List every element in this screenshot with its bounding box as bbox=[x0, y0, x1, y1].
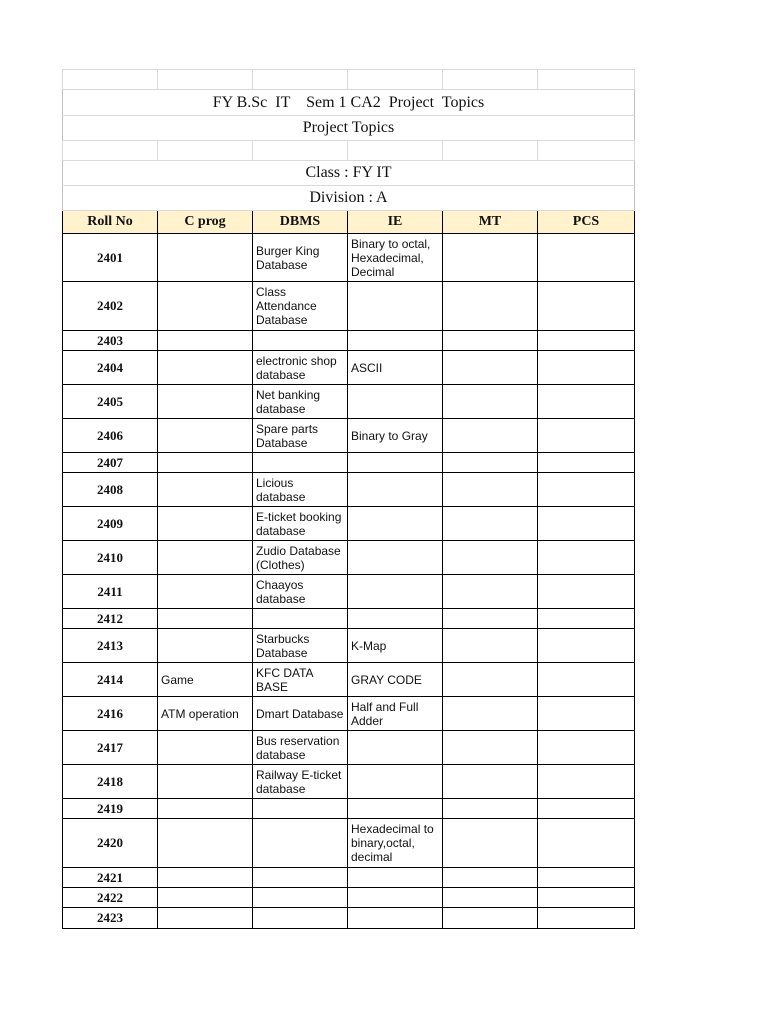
ie-cell bbox=[348, 385, 443, 419]
c-prog-cell bbox=[158, 541, 253, 575]
mt-cell bbox=[443, 282, 538, 331]
table-row bbox=[63, 799, 635, 819]
mt-cell bbox=[443, 351, 538, 385]
pcs-cell bbox=[538, 799, 635, 819]
pcs-cell bbox=[538, 282, 635, 331]
pcs-cell bbox=[538, 888, 635, 908]
roll-no-cell: 2423 bbox=[63, 908, 158, 929]
pcs-cell bbox=[538, 609, 635, 629]
mt-cell bbox=[443, 799, 538, 819]
mt-cell bbox=[443, 385, 538, 419]
division-row bbox=[63, 186, 635, 211]
c-prog-cell bbox=[158, 868, 253, 888]
ie-cell bbox=[348, 868, 443, 888]
mt-cell bbox=[443, 819, 538, 868]
empty-cell bbox=[348, 141, 443, 161]
dbms-cell bbox=[253, 609, 348, 629]
ie-cell bbox=[348, 575, 443, 609]
ie-cell: GRAY CODE bbox=[348, 663, 443, 697]
roll-no-cell: 2402 bbox=[63, 282, 158, 331]
dbms-cell bbox=[253, 331, 348, 351]
mt-cell bbox=[443, 731, 538, 765]
c-prog-cell bbox=[158, 507, 253, 541]
pcs-cell bbox=[538, 541, 635, 575]
ie-cell: Half and Full Adder bbox=[348, 697, 443, 731]
ie-cell bbox=[348, 331, 443, 351]
c-prog-cell bbox=[158, 629, 253, 663]
mt-cell bbox=[443, 868, 538, 888]
table-row bbox=[63, 609, 635, 629]
empty-cell bbox=[158, 141, 253, 161]
c-prog-cell bbox=[158, 731, 253, 765]
dbms-cell bbox=[253, 868, 348, 888]
pcs-cell bbox=[538, 663, 635, 697]
table-row bbox=[63, 575, 635, 609]
ie-cell: ASCII bbox=[348, 351, 443, 385]
table-row bbox=[63, 351, 635, 385]
dbms-cell: Railway E-ticket database bbox=[253, 765, 348, 799]
ie-cell bbox=[348, 609, 443, 629]
c-prog-cell bbox=[158, 234, 253, 282]
dbms-cell: Starbucks Database bbox=[253, 629, 348, 663]
header-row bbox=[63, 211, 635, 234]
roll-no-cell: 2422 bbox=[63, 888, 158, 908]
c-prog-cell bbox=[158, 282, 253, 331]
roll-no-cell: 2410 bbox=[63, 541, 158, 575]
c-prog-cell bbox=[158, 819, 253, 868]
dbms-cell: Bus reservation database bbox=[253, 731, 348, 765]
table-row bbox=[63, 282, 635, 331]
empty-cell bbox=[538, 70, 635, 90]
pcs-cell bbox=[538, 453, 635, 473]
c-prog-cell bbox=[158, 908, 253, 929]
dbms-cell: electronic shop database bbox=[253, 351, 348, 385]
pcs-cell bbox=[538, 868, 635, 888]
pcs-cell bbox=[538, 819, 635, 868]
table-row bbox=[63, 819, 635, 868]
roll-no-cell: 2413 bbox=[63, 629, 158, 663]
roll-no-cell: 2405 bbox=[63, 385, 158, 419]
pcs-cell bbox=[538, 908, 635, 929]
title-row bbox=[63, 90, 635, 116]
c-prog-cell bbox=[158, 351, 253, 385]
table-row bbox=[63, 629, 635, 663]
pcs-cell bbox=[538, 234, 635, 282]
dbms-cell: Licious database bbox=[253, 473, 348, 507]
ie-cell bbox=[348, 731, 443, 765]
roll-no-cell: 2407 bbox=[63, 453, 158, 473]
subtitle-row bbox=[63, 116, 635, 141]
mt-cell bbox=[443, 663, 538, 697]
pcs-cell bbox=[538, 419, 635, 453]
dbms-cell bbox=[253, 819, 348, 868]
mt-cell bbox=[443, 234, 538, 282]
table-row bbox=[63, 541, 635, 575]
pcs-cell bbox=[538, 575, 635, 609]
ie-cell: Binary to octal, Hexadecimal, Decimal bbox=[348, 234, 443, 282]
c-prog-cell bbox=[158, 888, 253, 908]
dbms-cell: KFC DATA BASE bbox=[253, 663, 348, 697]
empty-cell bbox=[253, 70, 348, 90]
c-prog-cell bbox=[158, 609, 253, 629]
table-row bbox=[63, 385, 635, 419]
pcs-cell bbox=[538, 385, 635, 419]
ie-cell bbox=[348, 799, 443, 819]
mt-cell bbox=[443, 888, 538, 908]
pcs-cell bbox=[538, 765, 635, 799]
empty-cell bbox=[443, 141, 538, 161]
c-prog-cell bbox=[158, 331, 253, 351]
mt-cell bbox=[443, 908, 538, 929]
column-header-dbms: DBMS bbox=[253, 211, 348, 234]
ie-cell: K-Map bbox=[348, 629, 443, 663]
ie-cell bbox=[348, 908, 443, 929]
mt-cell bbox=[443, 575, 538, 609]
dbms-cell: E-ticket booking database bbox=[253, 507, 348, 541]
dbms-cell: Chaayos database bbox=[253, 575, 348, 609]
ie-cell bbox=[348, 888, 443, 908]
c-prog-cell: ATM operation bbox=[158, 697, 253, 731]
mt-cell bbox=[443, 697, 538, 731]
c-prog-cell bbox=[158, 765, 253, 799]
blank-row bbox=[63, 70, 635, 90]
roll-no-cell: 2418 bbox=[63, 765, 158, 799]
empty-cell bbox=[158, 70, 253, 90]
project-topics-table bbox=[62, 69, 635, 929]
empty-cell bbox=[348, 70, 443, 90]
dbms-cell: Burger King Database bbox=[253, 234, 348, 282]
mt-cell bbox=[443, 765, 538, 799]
pcs-cell bbox=[538, 731, 635, 765]
pcs-cell bbox=[538, 351, 635, 385]
column-header-pcs: PCS bbox=[538, 211, 635, 234]
table-row bbox=[63, 331, 635, 351]
table-row bbox=[63, 765, 635, 799]
pcs-cell bbox=[538, 629, 635, 663]
table-row bbox=[63, 731, 635, 765]
pcs-cell bbox=[538, 697, 635, 731]
dbms-cell bbox=[253, 908, 348, 929]
dbms-cell: Net banking database bbox=[253, 385, 348, 419]
empty-cell bbox=[253, 141, 348, 161]
table-row bbox=[63, 888, 635, 908]
dbms-cell: Zudio Database (Clothes) bbox=[253, 541, 348, 575]
ie-cell: Binary to Gray bbox=[348, 419, 443, 453]
column-header-mt: MT bbox=[443, 211, 538, 234]
roll-no-cell: 2401 bbox=[63, 234, 158, 282]
ie-cell bbox=[348, 282, 443, 331]
table-row bbox=[63, 473, 635, 507]
table-row bbox=[63, 697, 635, 731]
table-row bbox=[63, 419, 635, 453]
table-row bbox=[63, 868, 635, 888]
roll-no-cell: 2420 bbox=[63, 819, 158, 868]
mt-cell bbox=[443, 331, 538, 351]
roll-no-cell: 2421 bbox=[63, 868, 158, 888]
ie-cell bbox=[348, 541, 443, 575]
empty-cell bbox=[443, 70, 538, 90]
dbms-cell: Class Attendance Database bbox=[253, 282, 348, 331]
class-row bbox=[63, 161, 635, 186]
table-row bbox=[63, 908, 635, 929]
c-prog-cell bbox=[158, 473, 253, 507]
roll-no-cell: 2406 bbox=[63, 419, 158, 453]
empty-cell bbox=[538, 141, 635, 161]
mt-cell bbox=[443, 609, 538, 629]
roll-no-cell: 2417 bbox=[63, 731, 158, 765]
mt-cell bbox=[443, 541, 538, 575]
empty-cell bbox=[63, 70, 158, 90]
roll-no-cell: 2416 bbox=[63, 697, 158, 731]
table-row bbox=[63, 663, 635, 697]
blank-row bbox=[63, 141, 635, 161]
mt-cell bbox=[443, 473, 538, 507]
table-row bbox=[63, 453, 635, 473]
class-label: Class : FY IT bbox=[63, 161, 635, 186]
table-row bbox=[63, 234, 635, 282]
ie-cell bbox=[348, 507, 443, 541]
c-prog-cell: Game bbox=[158, 663, 253, 697]
c-prog-cell bbox=[158, 419, 253, 453]
roll-no-cell: 2404 bbox=[63, 351, 158, 385]
column-header-roll-no: Roll No bbox=[63, 211, 158, 234]
mt-cell bbox=[443, 507, 538, 541]
ie-cell bbox=[348, 473, 443, 507]
c-prog-cell bbox=[158, 385, 253, 419]
dbms-cell bbox=[253, 799, 348, 819]
division-label: Division : A bbox=[63, 186, 635, 211]
dbms-cell: Spare parts Database bbox=[253, 419, 348, 453]
ie-cell: Hexadecimal to binary,octal, decimal bbox=[348, 819, 443, 868]
roll-no-cell: 2419 bbox=[63, 799, 158, 819]
pcs-cell bbox=[538, 331, 635, 351]
roll-no-cell: 2409 bbox=[63, 507, 158, 541]
roll-no-cell: 2414 bbox=[63, 663, 158, 697]
column-header-ie: IE bbox=[348, 211, 443, 234]
dbms-cell: Dmart Database bbox=[253, 697, 348, 731]
mt-cell bbox=[443, 419, 538, 453]
column-header-c-prog: C prog bbox=[158, 211, 253, 234]
pcs-cell bbox=[538, 473, 635, 507]
c-prog-cell bbox=[158, 453, 253, 473]
c-prog-cell bbox=[158, 575, 253, 609]
roll-no-cell: 2408 bbox=[63, 473, 158, 507]
c-prog-cell bbox=[158, 799, 253, 819]
ie-cell bbox=[348, 453, 443, 473]
pcs-cell bbox=[538, 507, 635, 541]
mt-cell bbox=[443, 453, 538, 473]
table-row bbox=[63, 507, 635, 541]
ie-cell bbox=[348, 765, 443, 799]
page-title: FY B.Sc IT Sem 1 CA2 Project Topics bbox=[63, 90, 635, 116]
roll-no-cell: 2403 bbox=[63, 331, 158, 351]
empty-cell bbox=[63, 141, 158, 161]
dbms-cell bbox=[253, 453, 348, 473]
page-subtitle: Project Topics bbox=[63, 116, 635, 141]
mt-cell bbox=[443, 629, 538, 663]
roll-no-cell: 2411 bbox=[63, 575, 158, 609]
roll-no-cell: 2412 bbox=[63, 609, 158, 629]
dbms-cell bbox=[253, 888, 348, 908]
